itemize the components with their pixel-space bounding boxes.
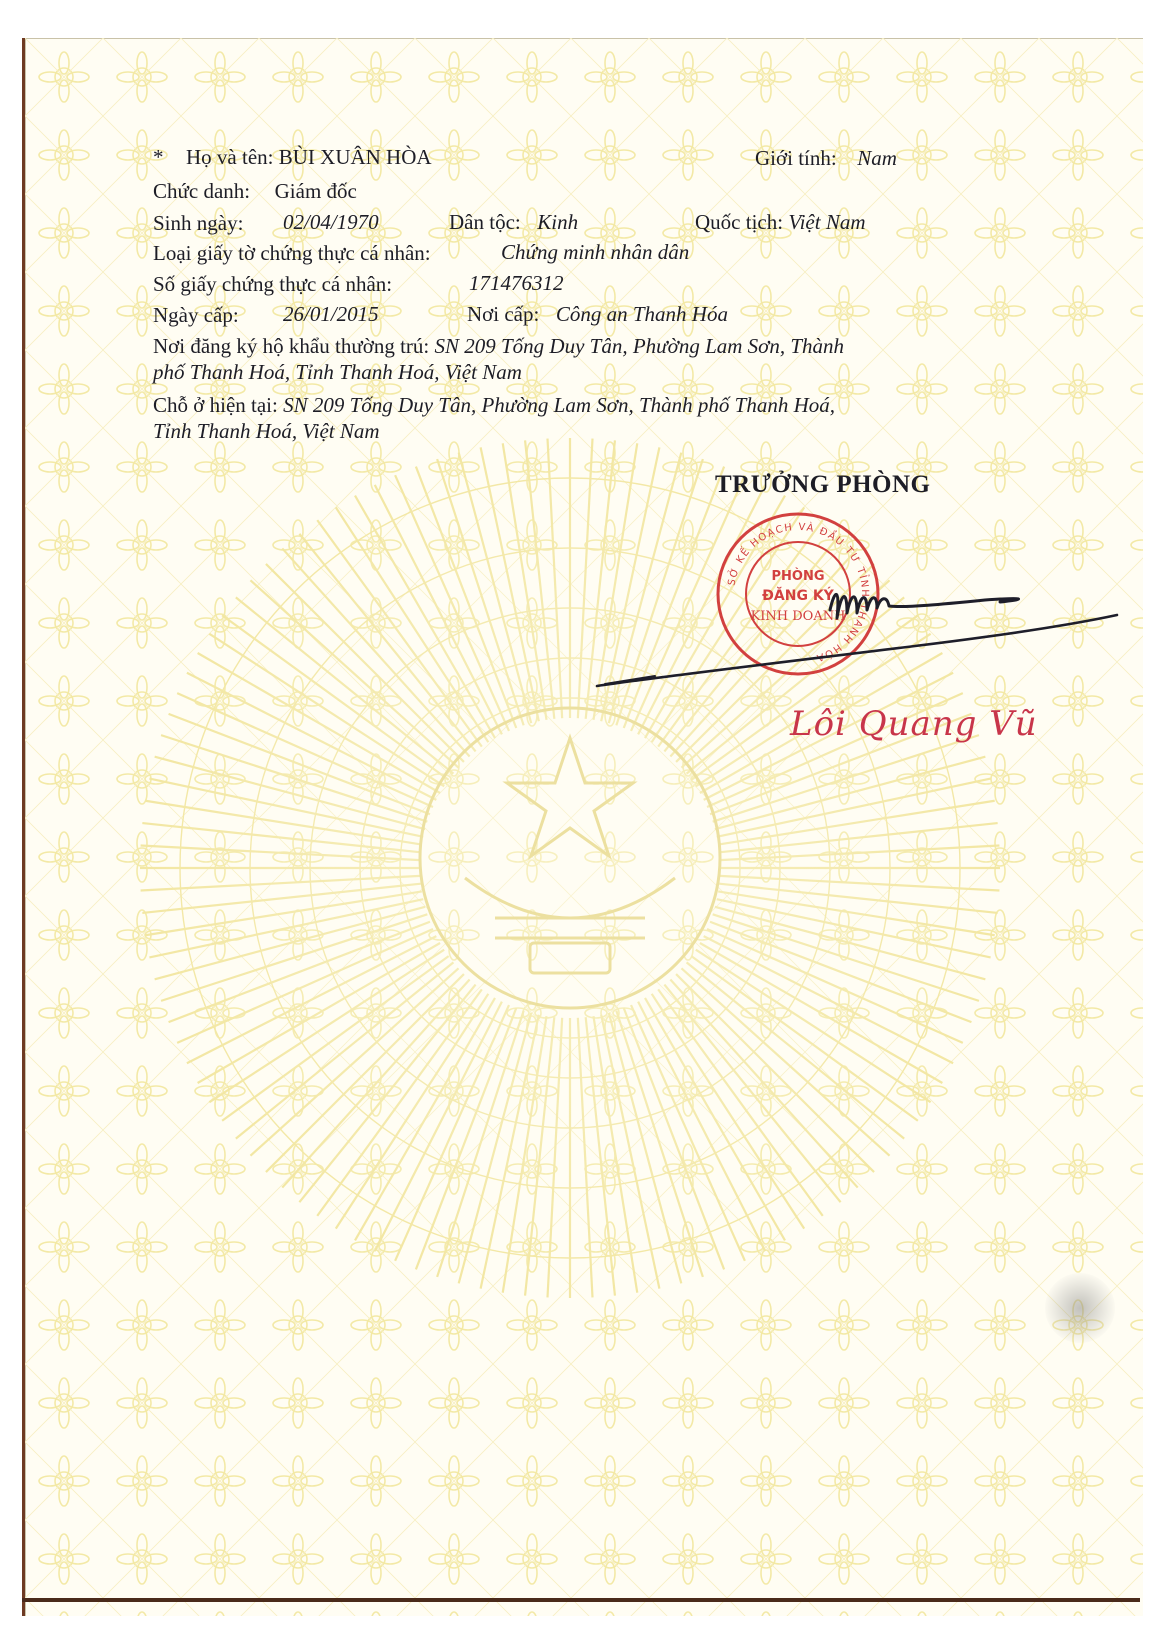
nationality-value: Việt Nam — [788, 210, 866, 234]
position-value: Giám đốc — [274, 179, 357, 203]
issue-date-label-wrap — [153, 302, 239, 328]
name-row — [153, 144, 432, 170]
current-row — [153, 392, 835, 418]
stamp-line2: ĐĂNG KÝ — [762, 588, 834, 604]
gender-value: Nam — [857, 146, 897, 170]
dob-label-wrap — [153, 210, 243, 236]
paper-smudge — [1045, 1273, 1115, 1343]
residence-label: Nơi đăng ký hộ khẩu thường trú: — [153, 334, 430, 358]
id-type-label: Loại giấy tờ chứng thực cá nhân: — [153, 241, 431, 265]
ethnicity-field — [449, 210, 578, 235]
nationality-field — [695, 210, 866, 235]
bullet: * — [153, 145, 164, 169]
position-row — [153, 178, 357, 204]
id-type-label-wrap — [153, 240, 431, 266]
name-label: Họ và tên: — [186, 145, 274, 169]
issue-place-value: Công an Thanh Hóa — [555, 302, 728, 326]
current-value-line1: SN 209 Tống Duy Tân, Phường Lam Sơn, Thành phố Thanh Hoá, — [283, 393, 836, 417]
issue-place-label: Nơi cấp: — [467, 302, 540, 326]
issue-date-value: 26/01/2015 — [283, 302, 379, 326]
residence-value-line2: phố Thanh Hoá, Tỉnh Thanh Hoá, Việt Nam — [153, 360, 522, 384]
stamp-line1: PHÒNG — [771, 569, 825, 584]
handwritten-signature — [585, 558, 1143, 698]
ethnicity-value: Kinh — [537, 210, 579, 234]
residence-value-line1: SN 209 Tống Duy Tân, Phường Lam Sơn, Thành — [434, 334, 845, 358]
dob-value: 02/04/1970 — [283, 210, 379, 234]
page-bottom-edge — [22, 1598, 1140, 1602]
current-label: Chỗ ở hiện tại: — [153, 393, 278, 417]
document-page — [22, 38, 1143, 1616]
signer-title: TRƯỞNG PHÒNG — [715, 471, 931, 498]
signer-name: Lôi Quang Vũ — [790, 704, 1038, 744]
nationality-label: Quốc tịch: — [695, 210, 784, 234]
id-number-label: Số giấy chứng thực cá nhân: — [153, 272, 393, 296]
gender-field — [755, 146, 897, 171]
issue-place-field — [467, 302, 728, 327]
dob-label: Sinh ngày: — [153, 211, 244, 235]
stamp-outer-text: SỞ KẾ HOẠCH VÀ ĐẦU TƯ TỈNH THANH HÓA — [726, 521, 871, 664]
residence-row — [153, 333, 844, 359]
ethnicity-label: Dân tộc: — [449, 210, 521, 234]
id-number-value: 171476312 — [469, 271, 564, 295]
gender-label: Giới tính: — [755, 146, 837, 170]
stamp-line3: KINH DOANH — [750, 609, 846, 624]
current-value-line2: Tỉnh Thanh Hoá, Việt Nam — [153, 419, 380, 443]
issue-date-label: Ngày cấp: — [153, 303, 239, 327]
name-value: BÙI XUÂN HÒA — [278, 145, 432, 169]
id-type-value: Chứng minh nhân dân — [501, 240, 690, 264]
position-label: Chức danh: — [153, 179, 251, 203]
id-number-label-wrap — [153, 271, 392, 297]
